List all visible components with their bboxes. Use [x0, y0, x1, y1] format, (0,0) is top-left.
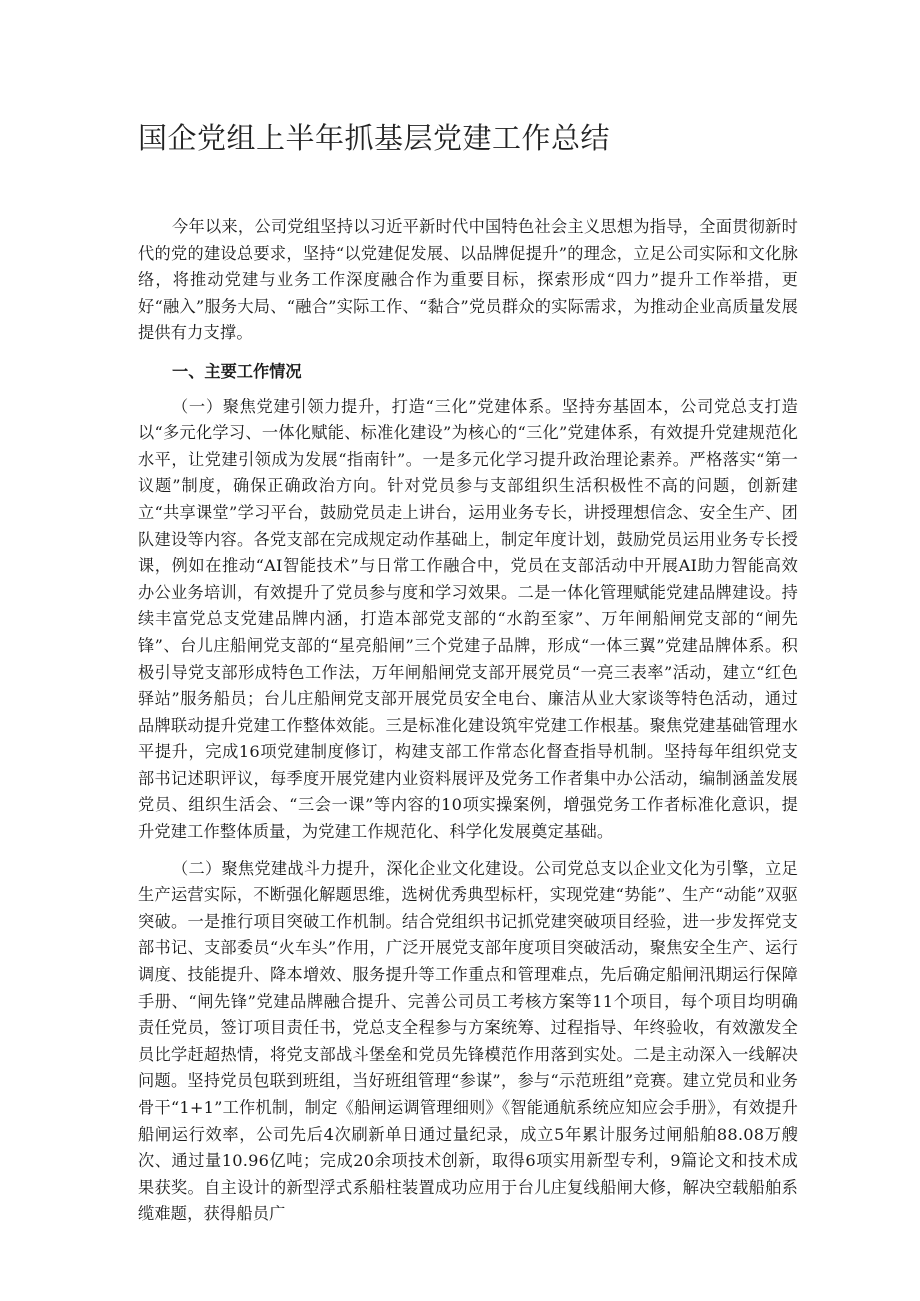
document-title: 国企党组上半年抓基层党建工作总结 [138, 121, 611, 155]
intro-paragraph: 今年以来，公司党组坚持以习近平新时代中国特色社会主义思想为指导，全面贯彻新时代的党的建设总要求，坚持“以党建促发展、以品牌促提升”的理念，立足公司实际和文化脉络，将推动党建与业务工作深度融合作为重要目标，探索形成“四力”提升工作举措，更好“融入”服务大局、“融合”实际工作、“黏合”党员群众的实际需求，为推动企业高质量发展提供有力支撑。 [138, 217, 798, 343]
body-paragraph-1: （一）聚焦党建引领力提升，打造“三化”党建体系。坚持夯基固本，公司党总支打造以“多元化学习、一体化赋能、标准化建设”为核心的“三化”党建体系，有效提升党建规范化水平，让党建引领成为发展“指南针”。一是多元化学习提升政治理论素养。严格落实“第一议题”制度，确保正确政治方向。针对党员参与支部组织生活积极性不高的问题，创新建立“共享课堂”学习平台，鼓励党员走上讲台，运用业务专长，讲授理想信念、安全生产、团队建设等内容。各党支部在完成规定动作基础上，制定年度计划，鼓励党员运用业务专长授课，例如在推动“AI智能技术”与日常工作融合中，党员在支部活动中开展AI助力智能高效办公业务培训，有效提升了党员参与度和学习效果。二是一体化管理赋能党建品牌建设。持续丰富党总支党建品牌内涵，打造本部党支部的“水韵至家”、万年闸船闸党支部的“闸先锋”、台儿庄船闸党支部的“星亮船闸”三个党建子品牌，形成“一体三翼”党建品牌体系。积极引导党支部形成特色工作法，万年闸船闸党支部开展党员“一亮三表率”活动，建立“红色驿站”服务船员；台儿庄船闸党支部开展党员安全电台、廉洁从业大家谈等特色活动，通过品牌联动提升党建工作整体效能。三是标准化建设筑牢党建工作根基。聚焦党建基础管理水平提升，完成16项党建制度修订，构建支部工作常态化督查指导机制。坚持每年组织党支部书记述职评议，每季度开展党建内业资料展评及党务工作者集中办公活动，编制涵盖发展党员、组织生活会、“三会一课”等内容的10项实操案例，增强党务工作者标准化意识，提升党建工作整体质量，为党建工作规范化、科学化发展奠定基础。 [138, 396, 798, 842]
section-heading: 一、主要工作情况 [172, 361, 302, 381]
document-page [138, 118, 798, 1228]
body-paragraph-2: （二）聚焦党建战斗力提升，深化企业文化建设。公司党总支以企业文化为引擎，立足生产运营实际，不断强化解题思维，选树优秀典型标杆，实现党建“势能”、生产“动能”双驱突破。一是推行项目突破工作机制。结合党组织书记抓党建突破项目经验，进一步发挥党支部书记、支部委员“火车头”作用，广泛开展党支部年度项目突破活动，聚焦安全生产、运行调度、技能提升、降本增效、服务提升等工作重点和管理难点，先后确定船闸汛期运行保障手册、“闸先锋”党建品牌融合提升、完善公司员工考核方案等11个项目，每个项目均明确责任党员，签订项目责任书，党总支全程参与方案统筹、过程指导、年终验收，有效激发全员比学赶超热情，将党支部战斗堡垒和党员先锋模范作用落到实处。二是主动深入一线解决问题。坚持党员包联到班组，当好班组管理“参谋”，参与“示范班组”竞赛。建立党员和业务骨干“1+1”工作机制，制定《船闸运调管理细则》《智能通航系统应知应会手册》，有效提升船闸运行效率，公司先后4次刷新单日通过量纪录，成立5年累计服务过闸船舶88.08万艘次、通过量10.96亿吨；完成20余项技术创新，取得6项实用新型专利，9篇论文和技术成果获奖。自主设计的新型浮式系船柱装置成功应用于台儿庄复线船闸大修，解决空载船舶系缆难题，获得船员广 [138, 858, 798, 1224]
